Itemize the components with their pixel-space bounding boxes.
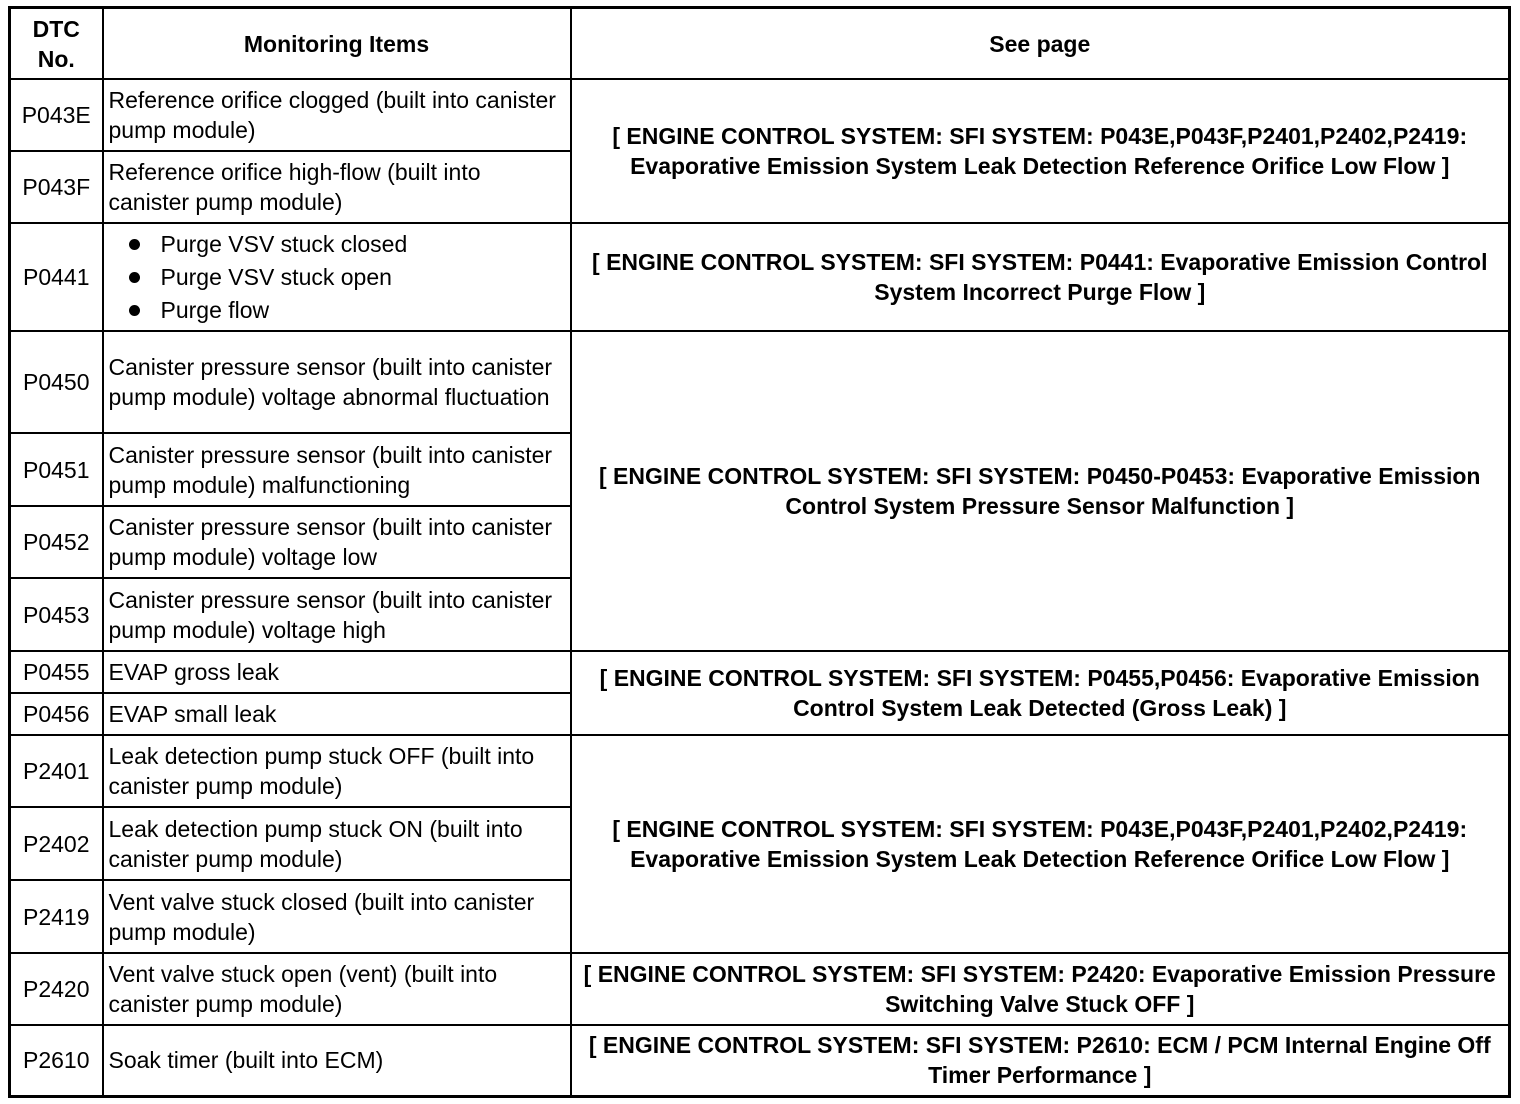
see-page-reference: [ ENGINE CONTROL SYSTEM: SFI SYSTEM: P2610: ECM / PCM Internal Engine Off Timer Performance ] xyxy=(571,1025,1510,1096)
table-row xyxy=(10,953,1510,1025)
monitoring-item: Reference orifice clogged (built into canister pump module) xyxy=(103,79,571,151)
list-item: Purge flow xyxy=(109,294,566,327)
see-page-reference: [ ENGINE CONTROL SYSTEM: SFI SYSTEM: P0455,P0456: Evaporative Emission Control System Leak Detected (Gross Leak) ] xyxy=(571,651,1510,735)
dtc-code: P0452 xyxy=(10,506,103,578)
header-see-page: See page xyxy=(571,8,1510,80)
list-item: Purge VSV stuck closed xyxy=(109,228,566,261)
monitoring-item: Canister pressure sensor (built into canister pump module) malfunctioning xyxy=(103,433,571,506)
dtc-code: P0455 xyxy=(10,651,103,693)
table-row xyxy=(10,331,1510,433)
table-row xyxy=(10,79,1510,151)
monitoring-item: Canister pressure sensor (built into canister pump module) voltage high xyxy=(103,578,571,651)
dtc-code: P0456 xyxy=(10,693,103,735)
dtc-code: P0453 xyxy=(10,578,103,651)
see-page-reference: [ ENGINE CONTROL SYSTEM: SFI SYSTEM: P043E,P043F,P2401,P2402,P2419: Evaporative Emission System Leak Detection Reference Orifice Low Flow ] xyxy=(571,735,1510,953)
dtc-code: P043F xyxy=(10,151,103,223)
monitoring-item: Leak detection pump stuck ON (built into canister pump module) xyxy=(103,807,571,880)
monitoring-item: Canister pressure sensor (built into canister pump module) voltage abnormal fluctuation xyxy=(103,331,571,433)
dtc-table xyxy=(8,6,1511,1098)
header-row xyxy=(10,8,1510,80)
dtc-code: P0451 xyxy=(10,433,103,506)
monitoring-item: Vent valve stuck open (vent) (built into canister pump module) xyxy=(103,953,571,1025)
dtc-code: P043E xyxy=(10,79,103,151)
dtc-code: P2420 xyxy=(10,953,103,1025)
dtc-code: P2419 xyxy=(10,880,103,953)
dtc-code: P2610 xyxy=(10,1025,103,1096)
monitoring-item: Canister pressure sensor (built into canister pump module) voltage low xyxy=(103,506,571,578)
monitoring-item: Soak timer (built into ECM) xyxy=(103,1025,571,1096)
monitoring-bullet-list xyxy=(109,228,566,327)
monitoring-item: Leak detection pump stuck OFF (built into canister pump module) xyxy=(103,735,571,807)
dtc-code: P0441 xyxy=(10,223,103,331)
see-page-reference: [ ENGINE CONTROL SYSTEM: SFI SYSTEM: P0450-P0453: Evaporative Emission Control System Pressure Sensor Malfunction ] xyxy=(571,331,1510,651)
table-row xyxy=(10,735,1510,807)
table-row xyxy=(10,223,1510,331)
dtc-code: P2402 xyxy=(10,807,103,880)
monitoring-item: EVAP small leak xyxy=(103,693,571,735)
monitoring-item: Vent valve stuck closed (built into canister pump module) xyxy=(103,880,571,953)
monitoring-item: Reference orifice high-flow (built into canister pump module) xyxy=(103,151,571,223)
monitoring-item: EVAP gross leak xyxy=(103,651,571,693)
header-monitoring-items: Monitoring Items xyxy=(103,8,571,80)
dtc-code: P0450 xyxy=(10,331,103,433)
dtc-code: P2401 xyxy=(10,735,103,807)
list-item: Purge VSV stuck open xyxy=(109,261,566,294)
see-page-reference: [ ENGINE CONTROL SYSTEM: SFI SYSTEM: P0441: Evaporative Emission Control System Incorrect Purge Flow ] xyxy=(571,223,1510,331)
table-row xyxy=(10,651,1510,693)
see-page-reference: [ ENGINE CONTROL SYSTEM: SFI SYSTEM: P043E,P043F,P2401,P2402,P2419: Evaporative Emission System Leak Detection Reference Orifice Low Flow ] xyxy=(571,79,1510,223)
see-page-reference: [ ENGINE CONTROL SYSTEM: SFI SYSTEM: P2420: Evaporative Emission Pressure Switching Valve Stuck OFF ] xyxy=(571,953,1510,1025)
table-row xyxy=(10,1025,1510,1096)
header-dtc-no: DTC No. xyxy=(10,8,103,80)
monitoring-item xyxy=(103,223,571,331)
